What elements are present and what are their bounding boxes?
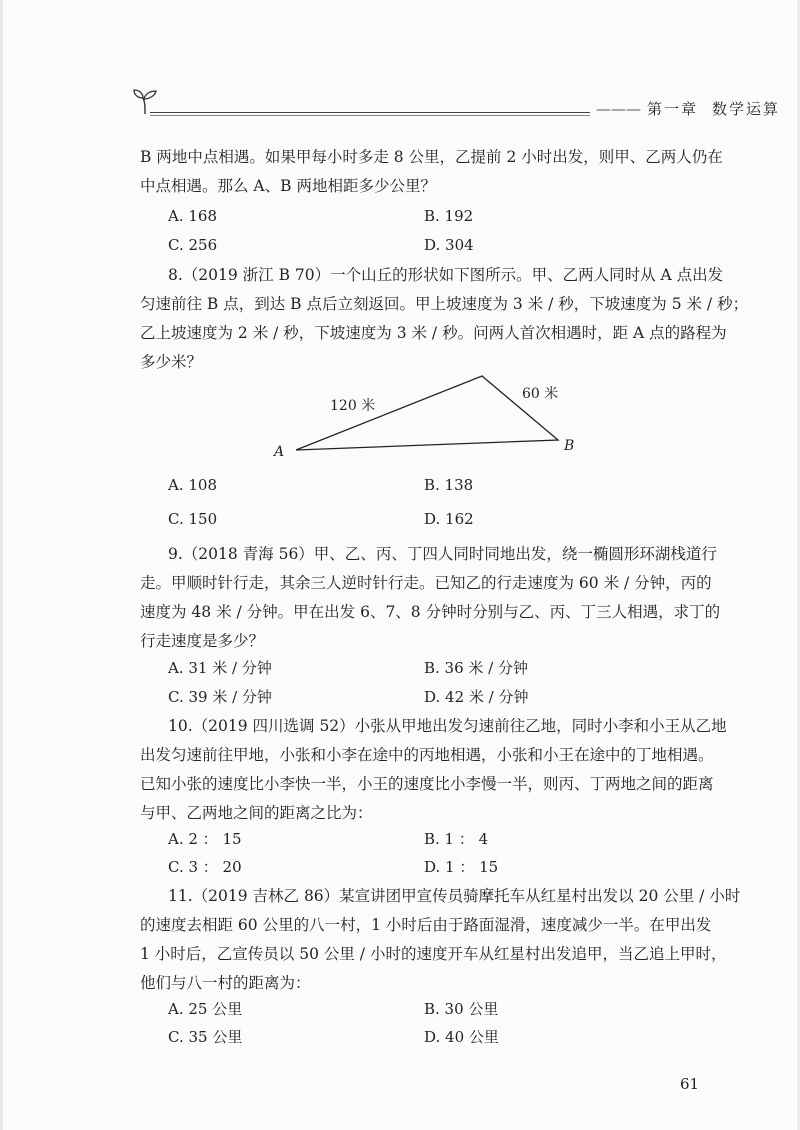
q9-option-c: C. 39 米 / 分钟 (168, 688, 272, 706)
chapter-heading (596, 98, 780, 119)
header-rule (150, 112, 590, 113)
chapter-dash: ——— (596, 100, 641, 118)
q9-line-3: 速度为 48 米 / 分钟。甲在出发 6、7、8 分钟时分别与乙、丙、丁三人相遇，求丁的 (140, 603, 721, 621)
q9-option-b: B. 36 米 / 分钟 (424, 659, 529, 677)
label-point-b: B (564, 438, 575, 454)
label-point-a: A (274, 444, 285, 460)
q11-option-a: A. 25 公里 (168, 1000, 243, 1018)
q10-line-2: 出发匀速前往甲地，小张和小李在途中的丙地相遇，小张和小王在途中的丁地相遇。 (140, 746, 714, 764)
q8-line-3: 乙上坡速度为 2 米 / 秒，下坡速度为 3 米 / 秒。问两人首次相遇时，距 A 点的路程为 (140, 324, 727, 342)
q10-option-b: B. 1 ： 4 (424, 830, 489, 848)
q7-option-d: D. 304 (424, 236, 474, 254)
q10-line-3: 已知小张的速度比小李快一半，小王的速度比小李慢一半，则丙、丁两地之间的距离 (140, 775, 714, 793)
q8-line-4: 多少米？ (140, 353, 203, 371)
q9-option-d: D. 42 米 / 分钟 (424, 688, 529, 706)
q10-option-d: D. 1 ： 15 (424, 858, 499, 876)
q11-line-3: 1 小时后，乙宣传员以 50 公里 / 小时的速度开车从红星村出发追甲，当乙追上甲时， (140, 945, 727, 963)
q9-line-1: 9.（2018 青海 56）甲、乙、丙、丁四人同时同地出发，绕一椭圆形环湖栈道行 (168, 545, 717, 563)
label-down-slope: 60 米 (522, 386, 559, 402)
q11-line-4: 他们与八一村的距离为： (140, 974, 311, 992)
q9-line-2: 走。甲顺时针行走，其余三人逆时针行走。已知乙的行走速度为 60 米 / 分钟，丙的 (140, 574, 712, 592)
q8-option-b: B. 138 (424, 476, 474, 494)
q7-option-c: C. 256 (168, 236, 218, 254)
q9-line-4: 行走速度是多少？ (140, 632, 265, 650)
page-number: 61 (680, 1075, 700, 1093)
q11-line-2: 的速度去相距 60 公里的八一村，1 小时后由于路面湿滑，速度减少一半。在甲出发 (140, 916, 712, 934)
chapter-label: 第一章 (647, 100, 699, 118)
q11-option-c: C. 35 公里 (168, 1028, 243, 1046)
q9-option-a: A. 31 米 / 分钟 (168, 659, 272, 677)
header-rule-thin (150, 115, 590, 116)
q11-line-1: 11.（2019 吉林乙 86）某宣讲团甲宣传员骑摩托车从红星村出发以 20 公里 / 小时 (168, 887, 741, 905)
q10-option-a: A. 2 ： 15 (168, 830, 242, 848)
q8-line-1: 8.（2019 浙江 B 70）一个山丘的形状如下图所示。甲、乙两人同时从 A 点出发 (168, 266, 724, 284)
q7-option-a: A. 168 (168, 207, 217, 225)
scan-edge-left (0, 0, 3, 1130)
hill-triangle-figure (260, 366, 600, 466)
q10-line-1: 10.（2019 四川选调 52）小张从甲地出发匀速前往乙地，同时小李和小王从乙地 (168, 717, 727, 735)
label-up-slope: 120 米 (330, 398, 376, 414)
q7-line-2: 中点相遇。那么 A、B 两地相距多少公里？ (140, 177, 436, 195)
q7-line-1: B 两地中点相遇。如果甲每小时多走 8 公里，乙提前 2 小时出发，则甲、乙两人仍在 (140, 148, 723, 166)
q8-option-a: A. 108 (168, 476, 217, 494)
q11-option-b: B. 30 公里 (424, 1000, 499, 1018)
q10-line-4: 与甲、乙两地之间的距离之比为： (140, 804, 373, 822)
q8-option-d: D. 162 (424, 510, 474, 528)
q8-line-2: 匀速前往 B 点，到达 B 点后立刻返回。甲上坡速度为 3 米 / 秒，下坡速度为 5 米 / 秒； (140, 295, 749, 313)
q7-option-b: B. 192 (424, 207, 474, 225)
q8-option-c: C. 150 (168, 510, 218, 528)
q11-option-d: D. 40 公里 (424, 1028, 499, 1046)
q10-option-c: C. 3 ： 20 (168, 858, 242, 876)
chapter-title: 数学运算 (712, 100, 781, 118)
